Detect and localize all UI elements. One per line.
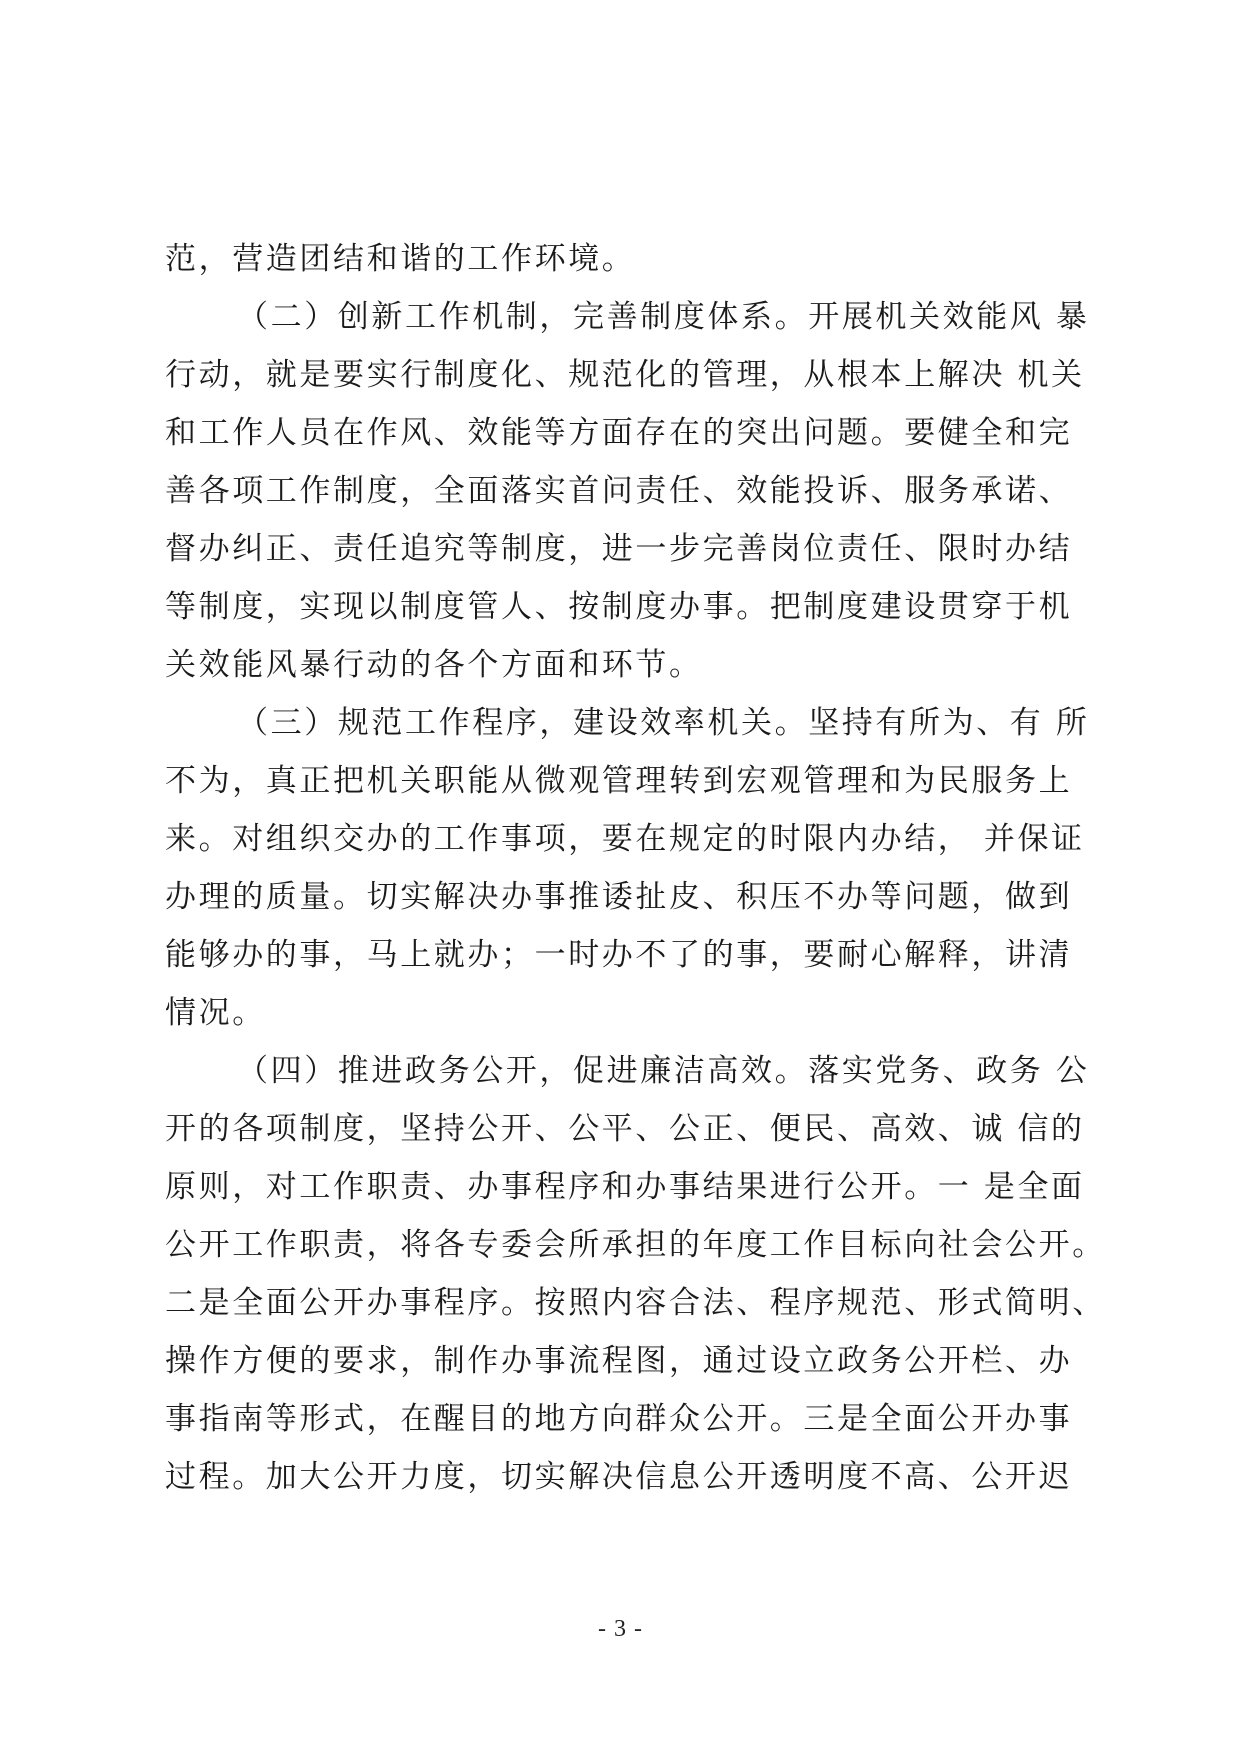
text-line: 办理的质量。切实解决办事推诿扯皮、积压不办等问题，做到 [165,879,1073,915]
text-line: 善各项工作制度，全面落实首问责任、效能投诉、服务承诺、 [165,473,1073,509]
text-line: 和工作人员在作风、效能等方面存在的突出问题。要健全和完 [165,415,1073,451]
text-line: 能够办的事，马上就办；一时办不了的事，要耐心解释，讲清 [165,937,1073,973]
section-heading-line: （二）创新工作机制，完善制度体系。开展机关效能风 暴 [237,299,1090,335]
text-line: 二是全面公开办事程序。按照内容合法、程序规范、形式简明、 [165,1285,1106,1321]
text-line: 开的各项制度，坚持公开、公平、公正、便民、高效、诚 信的 [165,1111,1085,1147]
text-line: 原则，对工作职责、办事程序和办事结果进行公开。一 是全面 [165,1169,1085,1205]
text-line: 行动，就是要实行制度化、规范化的管理，从根本上解决 机关 [165,357,1085,393]
text-line: 关效能风暴行动的各个方面和环节。 [165,647,703,683]
text-line: 情况。 [165,995,266,1031]
body-text [165,230,1106,1506]
text-line: 等制度，实现以制度管人、按制度办事。把制度建设贯穿于机 [165,589,1073,625]
section-heading-line: （四）推进政务公开，促进廉洁高效。落实党务、政务 公 [237,1053,1090,1089]
text-line: 来。对组织交办的工作事项，要在规定的时限内办结， 并保证 [165,821,1085,857]
text-line: 不为，真正把机关职能从微观管理转到宏观管理和为民服务上 [165,763,1073,799]
section-heading-line: （三）规范工作程序，建设效率机关。坚持有所为、有 所 [237,705,1090,741]
text-line: 范，营造团结和谐的工作环境。 [165,241,636,277]
text-line: 事指南等形式，在醒目的地方向群众公开。三是全面公开办事 [165,1401,1073,1437]
text-line: 督办纠正、责任追究等制度，进一步完善岗位责任、限时办结 [165,531,1073,567]
page-number: - 3 - [598,1616,643,1642]
text-line: 公开工作职责，将各专委会所承担的年度工作目标向社会公开。 [165,1227,1106,1263]
text-line: 过程。加大公开力度，切实解决信息公开透明度不高、公开迟 [165,1459,1073,1495]
text-line: 操作方便的要求，制作办事流程图，通过设立政务公开栏、办 [165,1343,1073,1379]
